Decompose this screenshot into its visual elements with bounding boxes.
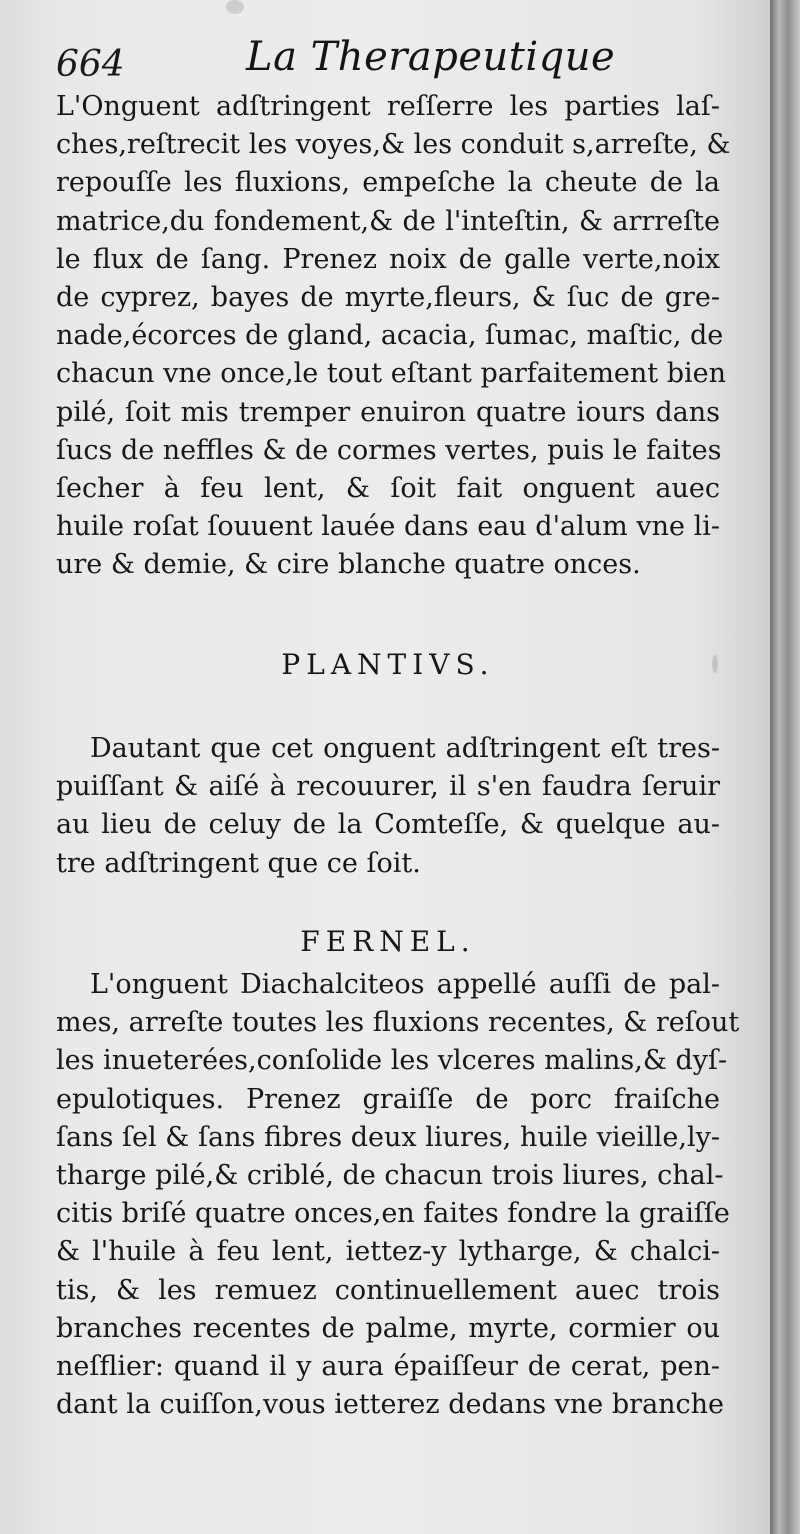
text-line: & l'huile à feu lent, iettez-y lytharge, & chalci- — [56, 1236, 720, 1268]
text-line: tre adſtringent que ce ſoit. — [56, 847, 421, 879]
page-header — [56, 28, 736, 88]
text-line: matrice,du fondement,& de l'inteſtin, & arrreſte — [56, 205, 720, 237]
text-line: tharge pilé,& criblé, de chacun trois liures, chal- — [56, 1160, 724, 1192]
running-title: La Therapeutique — [246, 34, 616, 80]
text-line: ure & demie, & cire blanche quatre onces. — [56, 549, 641, 581]
text-line: le flux de ſang. Prenez noix de galle verte,noix — [56, 243, 720, 275]
section-heading-plantius: PLANTIVS. — [281, 648, 495, 681]
text-line: huile roſat ſouuent lauée dans eau d'alum vne li- — [56, 511, 720, 543]
paragraph-plantius — [56, 730, 720, 883]
text-line: de cyprez, bayes de myrte,fleurs, & ſuc de gre- — [56, 282, 720, 314]
paragraph-fernel — [56, 966, 740, 1424]
page-number: 664 — [56, 44, 125, 85]
paragraph-astringent-ointment — [56, 88, 731, 585]
ink-smudge — [226, 0, 244, 14]
text-line: branches recentes de palme, myrte, cormier ou — [56, 1312, 720, 1344]
text-line: neſflier: quand il y aura épaiſſeur de cerat, pen- — [56, 1351, 720, 1383]
text-line: dant la cuiſſon,vous ietterez dedans vne branche — [56, 1389, 725, 1421]
text-line: repouſſe les fluxions, empeſche la cheute de la — [56, 167, 720, 199]
text-line: citis briſé quatre onces,en faites fondre la graiſſe — [56, 1198, 730, 1230]
text-line: tis, & les remuez continuellement auec trois — [56, 1274, 720, 1306]
text-line: mes, arreſte toutes les fluxions recentes, & reſout — [56, 1007, 740, 1039]
page-edge-shadow — [770, 0, 800, 1534]
text-line: puiſſant & aiſé à recouurer, il s'en faudra ſeruir — [56, 771, 720, 803]
text-line: L'onguent Diachalciteos appellé auſſi de pal- — [90, 969, 720, 1000]
text-line: pilé, ſoit mis tremper enuiron quatre iours dans — [56, 396, 720, 428]
text-line: les inueterées,conſolide les vlceres malins,& dyſ- — [56, 1045, 728, 1077]
text-line: au lieu de celuy de la Comteſſe, & quelque au- — [56, 809, 720, 841]
text-line: L'Onguent adſtringent reſſerre les parties laſ- — [56, 91, 720, 122]
text-line: ches,reſtrecit les voyes,& les conduit s,arreſte, & — [56, 129, 731, 161]
text-line: Dautant que cet onguent adſtringent eſt tres- — [90, 733, 720, 764]
section-heading-fernel: FERNEL. — [300, 925, 476, 958]
text-line: ſans ſel & ſans fibres deux liures, huile vieille,ly- — [56, 1121, 720, 1153]
text-line: epulotiques. Prenez graiſſe de porc fraiſche — [56, 1083, 720, 1115]
text-line: nade,écorces de gland, acacia, ſumac, maſtic, de — [56, 320, 724, 352]
text-line: ſecher à feu lent, & ſoit fait onguent auec — [56, 473, 720, 505]
text-line: ſucs de neffles & de cormes vertes, puis le faites — [56, 434, 722, 466]
text-line: chacun vne once,le tout eſtant parfaitement bien — [56, 358, 727, 390]
